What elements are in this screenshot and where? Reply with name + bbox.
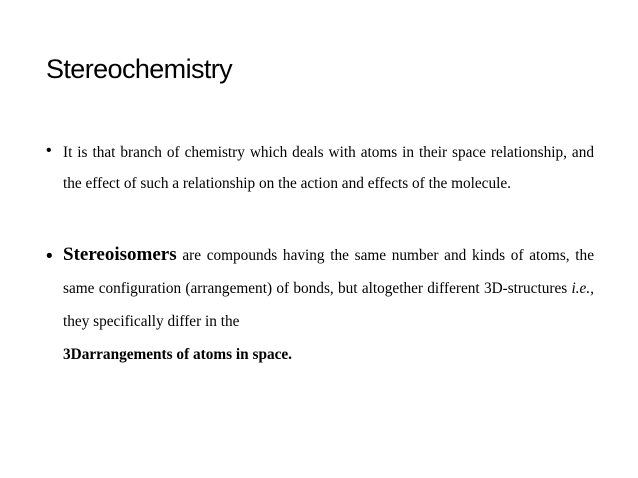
bullet-marker: • [46,246,53,267]
bullet-text: It is that branch of chemistry which deals with atoms in their space relationship, and the effect of such a relationship on the action and effects of the molecule. [63,144,594,192]
bullet-marker: • [46,142,52,159]
bullet-item-definition [46,137,594,199]
bullet-item-stereoisomers [46,238,594,370]
bullet-text-part: are compounds having the same number and kinds of atoms, the same configuration (arrangement) of bonds, but altogether different 3D-structures [63,247,594,297]
bullet-text-part: they specifically differ in the [63,313,240,330]
key-term: Stereoisomers [63,244,177,265]
bullet-text [63,238,594,370]
emphasis-text: i.e., [571,280,594,297]
slide-title: Stereochemistry [46,54,233,84]
bold-conclusion: 3Darrangements of atoms in space. [63,346,292,363]
